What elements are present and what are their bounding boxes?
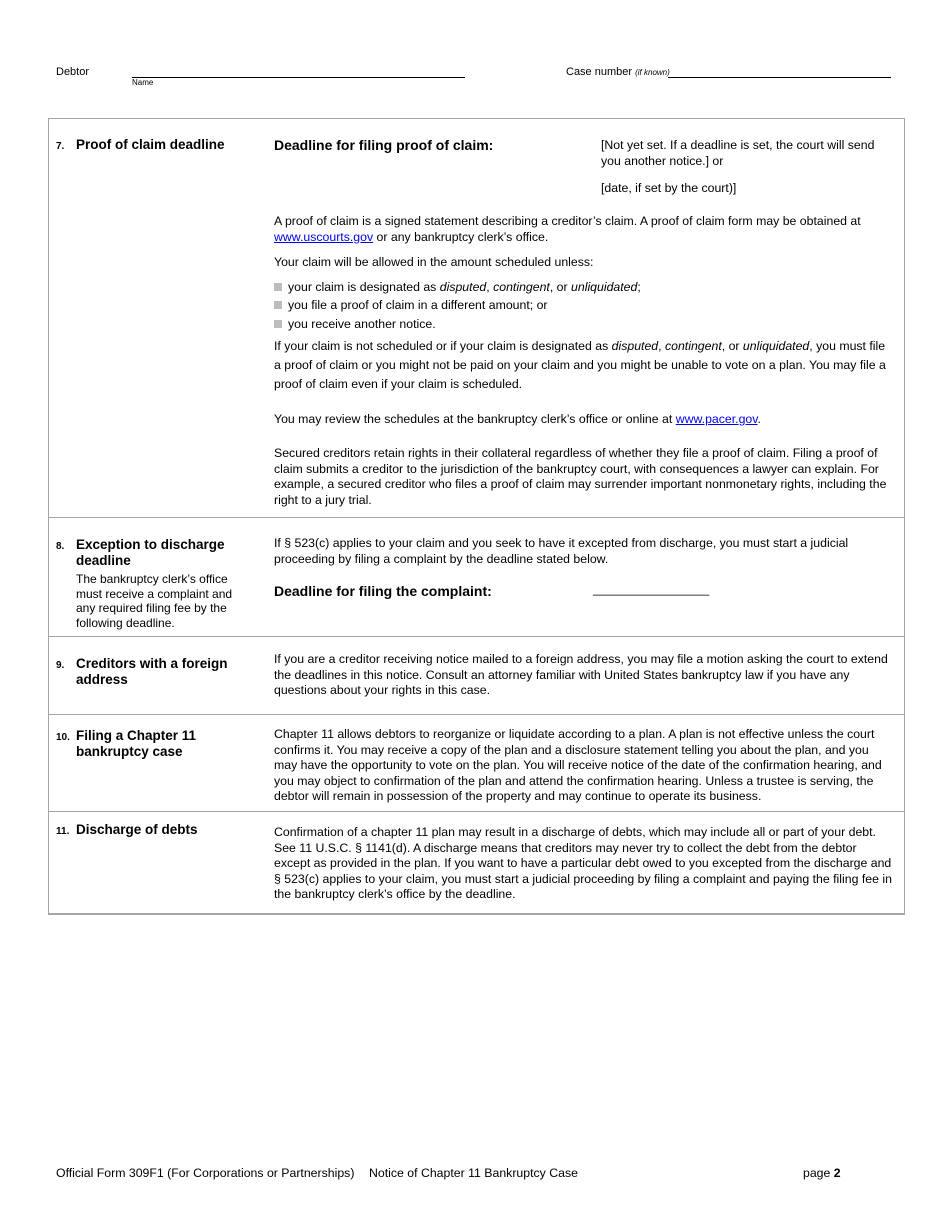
proof-deadline-label: Deadline for filing proof of claim: xyxy=(274,137,494,153)
bullet-text: your claim is designated as xyxy=(288,280,440,294)
paragraph-text: or any bankruptcy clerk’s office. xyxy=(373,229,549,244)
bullet-text: , xyxy=(486,280,494,294)
paragraph-text: unliquidated xyxy=(742,339,810,353)
proof-deadline-date: [date, if set by the court)] xyxy=(601,181,737,195)
bullet-text: you file a proof of claim in a different amount; or xyxy=(288,298,548,312)
section-number: 9. xyxy=(56,660,65,671)
case-number-line[interactable] xyxy=(668,77,891,78)
section-number: 10. xyxy=(56,732,70,743)
section-title-proof-of-claim: Proof of claim deadline xyxy=(76,137,225,152)
page-label: page xyxy=(803,1166,831,1180)
section-number: 11. xyxy=(56,826,70,837)
bullet-item xyxy=(274,280,641,295)
row-divider xyxy=(48,811,905,812)
section-title-exception-discharge: Exception to discharge deadline xyxy=(76,537,225,568)
section-title-discharge-debts: Discharge of debts xyxy=(76,822,198,837)
footer-page xyxy=(803,1166,841,1180)
section-title-foreign-address: Creditors with a foreign address xyxy=(76,656,228,687)
bullet-item xyxy=(274,317,436,332)
bullet-text: you receive another notice. xyxy=(288,317,436,331)
paragraph-text: A proof of claim is a signed statement describing a creditor’s claim. A proof of claim form may be obtained at xyxy=(274,214,861,228)
proof-claim-paragraph xyxy=(274,214,894,245)
bullet-text: contingent xyxy=(493,280,550,294)
paragraph-text: You may review the schedules at the bankruptcy clerk’s office or online at xyxy=(274,412,676,426)
section-title-chapter-11: Filing a Chapter 11 bankruptcy case xyxy=(76,728,197,759)
allowed-claim-text: Your claim will be allowed in the amount scheduled unless: xyxy=(274,255,594,269)
complaint-deadline-blank[interactable]: _________________ xyxy=(593,582,710,596)
bullet-square-icon xyxy=(274,283,282,291)
bullet-text: disputed xyxy=(439,280,487,294)
paragraph-text: contingent xyxy=(664,339,722,353)
bullet-square-icon xyxy=(274,301,282,309)
row-divider xyxy=(48,636,905,637)
bullet-text: unliquidated xyxy=(571,280,638,294)
case-number-text: Case number xyxy=(566,66,633,78)
discharge-debts-body: Confirmation of a chapter 11 plan may result in a discharge of debts, which may include all or part of your debt. See 11 U.S.C. § 1141(d). A discharge means that creditors may never try to collect the debt from the debtor except as provided in the plan. If you want to have a particular debt owed to you excepted from the discharge and § 523(c) applies to your claim, you must start a judicial proceeding by filing a complaint and paying the filing fee in the bankruptcy clerk’s office by the deadline. xyxy=(274,825,892,902)
section-number: 8. xyxy=(56,541,65,552)
foreign-address-body: If you are a creditor receiving notice mailed to a foreign address, you may file a motion asking the court to extend the deadlines in this notice. Consult an attorney familiar with United States bankruptcy law if you have any questions about your rights in this case. xyxy=(274,652,888,698)
footer-form-title: Notice of Chapter 11 Bankruptcy Case xyxy=(369,1166,578,1180)
chapter-11-body: Chapter 11 allows debtors to reorganize or liquidate according to a plan. A plan is not effective unless the court confirms it. You may receive a copy of the plan and a disclosure statement telling you about the plan, and you may have the opportunity to vote on the plan. You will receive notice of the date of the confirmation hearing, and you may object to confirmation of the plan and attend the confirmation hearing. Unless a trustee is serving, the debtor will remain in possession of the property and may continue to operate its business. xyxy=(274,727,882,804)
row-divider xyxy=(48,714,905,715)
bullet-text: , or xyxy=(549,280,572,294)
name-caption: Name xyxy=(132,78,154,87)
row-divider xyxy=(48,517,905,518)
bullet-square-icon xyxy=(274,320,282,328)
paragraph-text: . xyxy=(757,412,761,426)
exception-discharge-body: If § 523(c) applies to your claim and you seek to have it excepted from discharge, you must start a judicial proceeding by filing a complaint by the deadline stated below. xyxy=(274,536,849,566)
bullet-text: ; xyxy=(637,280,641,294)
page-number: 2 xyxy=(833,1166,841,1180)
paragraph-text: disputed xyxy=(611,339,659,353)
pacer-link[interactable]: www.pacer.gov xyxy=(675,412,758,426)
complaint-deadline-label: Deadline for filing the complaint: xyxy=(274,583,492,599)
debtor-label: Debtor xyxy=(56,66,90,78)
secured-creditors-paragraph: Secured creditors retain rights in their collateral regardless of whether they file a proof of claim. Filing a proof of claim submits a creditor to the jurisdiction of the bankruptcy court, with consequences a lawyer can explain. For example, a secured creditor who files a proof of claim may surrender important nonmonetary rights, including the right to a jury trial. xyxy=(274,446,887,507)
bullet-item xyxy=(274,298,548,313)
paragraph-text: If your claim is not scheduled or if your claim is designated as xyxy=(274,339,612,353)
uscourts-link[interactable]: www.uscourts.gov xyxy=(274,229,374,244)
proof-deadline-note: [Not yet set. If a deadline is set, the court will send you another notice.] or xyxy=(601,138,875,168)
footer-form-id: Official Form 309F1 (For Corporations or Partnerships) xyxy=(56,1166,355,1180)
unscheduled-claim-paragraph xyxy=(274,337,894,393)
section-number: 7. xyxy=(56,141,65,152)
paragraph-text: , xyxy=(658,339,665,353)
review-schedules-paragraph xyxy=(274,412,894,428)
paragraph-text: , or xyxy=(721,339,743,353)
case-number-label xyxy=(566,66,670,78)
paragraph-text: , you must file a proof of claim or you might not be paid on your claim and you might be unable to vote on a plan. You may file a proof of claim even if your claim is scheduled. xyxy=(274,339,886,391)
debtor-name-line[interactable] xyxy=(132,77,465,78)
section-subtitle: The bankruptcy clerk’s office must receive a complaint and any required filing fee by the following deadline. xyxy=(76,572,233,630)
if-known-text: (if known) xyxy=(635,68,670,77)
